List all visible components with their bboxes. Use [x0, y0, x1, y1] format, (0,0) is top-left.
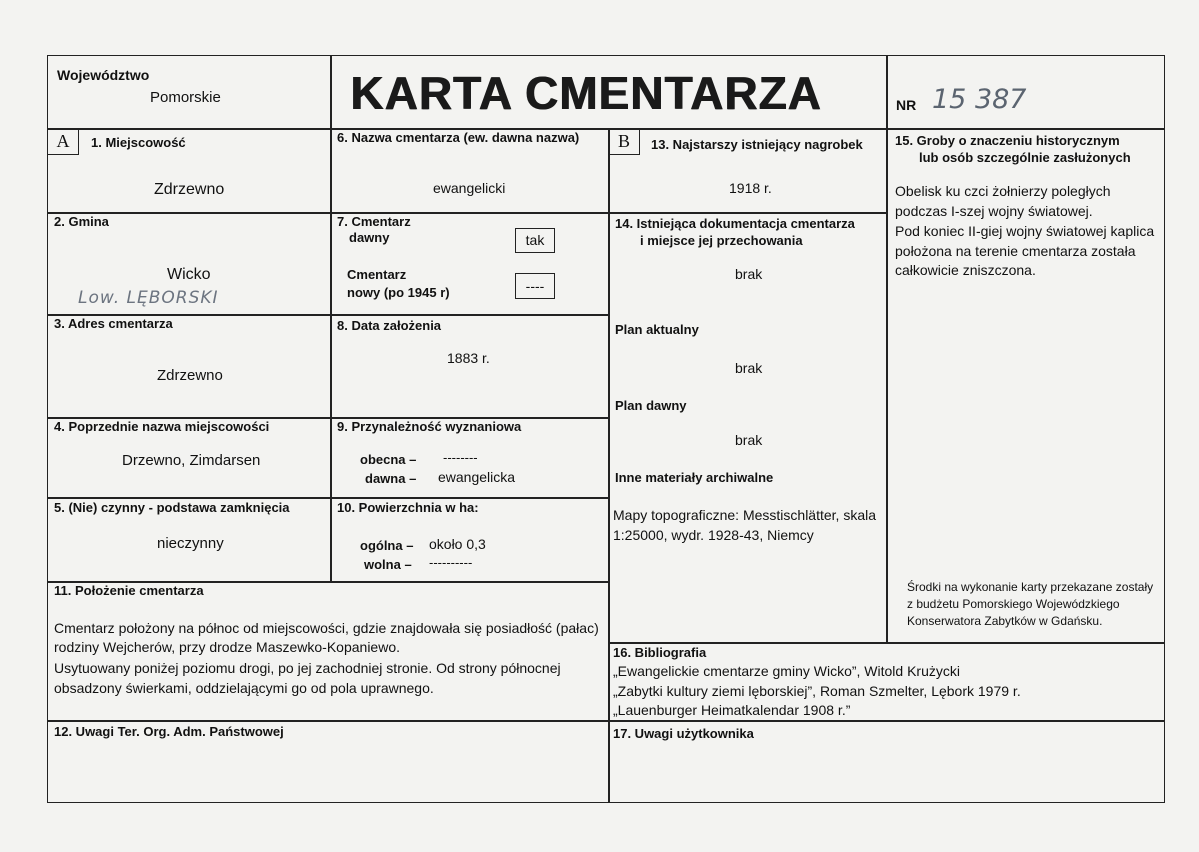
- voivodeship-label: Województwo: [57, 67, 150, 83]
- field-15-label-cont: lub osób szczególnie zasłużonych: [919, 150, 1131, 165]
- dawny-value-box: tak: [515, 228, 555, 253]
- divider: [608, 128, 610, 803]
- obecna-value: --------: [443, 450, 478, 465]
- field-5-value: nieczynny: [157, 535, 224, 552]
- ogolna-value: około 0,3: [429, 536, 486, 552]
- divider: [47, 128, 1165, 130]
- field-4-value: Drzewno, Zimdarsen: [122, 452, 261, 469]
- field-2-value: Wicko: [167, 266, 211, 283]
- field-1-value: Zdrzewno: [154, 181, 225, 198]
- voivodeship-value: Pomorskie: [150, 89, 221, 106]
- field-2-label: 2. Gmina: [54, 214, 109, 229]
- obecna-label: obecna –: [360, 452, 417, 467]
- other-archives-label: Inne materiały archiwalne: [615, 470, 774, 485]
- field-13-label: 13. Najstarszy istniejący nagrobek: [651, 137, 863, 152]
- field-7-dawny-label: dawny: [349, 230, 390, 245]
- ogolna-label: ogólna –: [360, 538, 414, 553]
- plan-dawny-value: brak: [735, 432, 763, 448]
- page-title: KARTA CMENTARZA: [350, 67, 822, 119]
- location-text-line: Cmentarz położony na północ od miejscowości, gdzie znajdowała się posiadłość (pałac): [54, 620, 599, 636]
- divider: [608, 212, 886, 214]
- field-8-value: 1883 r.: [447, 350, 490, 366]
- wolna-value: ----------: [429, 555, 473, 570]
- field-3-value: Zdrzewno: [157, 367, 223, 384]
- dawna-label: dawna –: [365, 471, 417, 486]
- nowy-value-box: ----: [515, 273, 555, 299]
- divider: [47, 720, 1165, 722]
- field-6-label: 6. Nazwa cmentarza (ew. dawna nazwa): [337, 130, 580, 145]
- other-archives-line: Mapy topograficzne: Messtischlätter, skala: [613, 507, 877, 523]
- field-16-label: 16. Bibliografia: [613, 645, 707, 660]
- field-17-label: 17. Uwagi użytkownika: [613, 726, 754, 741]
- funding-note-line: Konserwatora Zabytków w Gdańsku.: [907, 614, 1103, 628]
- field-7-nowy-label: Cmentarz: [347, 267, 407, 282]
- historic-graves-line: całkowicie zniszczona.: [895, 262, 1036, 278]
- field-8-label: 8. Data założenia: [337, 318, 442, 333]
- location-text-line: rodziny Wejcherów, przy drodze Maszewko-Kopaniewo.: [54, 639, 401, 655]
- divider: [47, 212, 608, 214]
- location-text-line: Usytuowany poniżej poziomu drogi, po jej zachodniej stronie. Od strony północnej: [54, 660, 561, 676]
- handwritten-county-note: Low. LĘBORSKI: [78, 288, 219, 308]
- historic-graves-line: Pod koniec II-giej wojny światowej kaplica: [895, 223, 1155, 239]
- historic-graves-line: Obelisk ku czci żołnierzy poległych: [895, 183, 1111, 199]
- location-text-line: obsadzony świerkami, oddzielającymi go od pola uprawnego.: [54, 680, 434, 696]
- funding-note-line: z budżetu Pomorskiego Wojewódzkiego: [907, 597, 1120, 611]
- bibliography-item: „Zabytki kultury ziemi lęborskiej”, Roman Szmelter, Lębork 1979 r.: [613, 683, 1021, 699]
- field-12-label: 12. Uwagi Ter. Org. Adm. Państwowej: [54, 724, 284, 739]
- divider: [330, 55, 332, 582]
- field-11-label: 11. Położenie cmentarza: [54, 583, 204, 598]
- funding-note-line: Środki na wykonanie karty przekazane zostały: [907, 580, 1154, 594]
- historic-graves-line: podczas I-szej wojny światowej.: [895, 203, 1093, 219]
- other-archives-line: 1:25000, wydr. 1928-43, Niemcy: [613, 527, 814, 543]
- field-10-label: 10. Powierzchnia w ha:: [337, 500, 479, 515]
- nr-label: NR: [896, 97, 917, 113]
- field-5-label: 5. (Nie) czynny - podstawa zamknięcia: [54, 500, 290, 515]
- field-3-label: 3. Adres cmentarza: [54, 316, 173, 331]
- wolna-label: wolna –: [364, 557, 412, 572]
- nr-handwritten-value: 15 387: [932, 84, 1027, 115]
- section-letter-a: A: [47, 128, 79, 155]
- field-15-label: 15. Groby o znaczeniu historycznym: [895, 133, 1120, 148]
- divider: [886, 55, 888, 643]
- field-13-value: 1918 r.: [729, 180, 772, 196]
- field-6-value: ewangelicki: [433, 180, 506, 196]
- bibliography-item: „Ewangelickie cmentarze gminy Wicko”, Witold Krużycki: [613, 663, 960, 679]
- field-1-label: 1. Miejscowość: [91, 135, 186, 150]
- plan-aktualny-label: Plan aktualny: [615, 322, 699, 337]
- divider: [608, 642, 1165, 644]
- field-9-label: 9. Przynależność wyznaniowa: [337, 419, 522, 434]
- divider: [47, 497, 608, 499]
- dawna-value: ewangelicka: [438, 469, 516, 485]
- field-14-label: 14. Istniejąca dokumentacja cmentarza: [615, 216, 855, 231]
- plan-aktualny-value: brak: [735, 360, 763, 376]
- bibliography-item: „Lauenburger Heimatkalendar 1908 r.”: [613, 702, 851, 718]
- field-14-label-cont: i miejsce jej przechowania: [640, 233, 803, 248]
- field-7-nowy-sublabel: nowy (po 1945 r): [347, 285, 450, 300]
- field-14-value: brak: [735, 266, 763, 282]
- historic-graves-line: położona na terenie cmentarza została: [895, 243, 1136, 259]
- field-7-label: 7. Cmentarz: [337, 214, 411, 229]
- section-letter-b: B: [608, 128, 640, 155]
- field-4-label: 4. Poprzednie nazwa miejscowości: [54, 419, 270, 434]
- plan-dawny-label: Plan dawny: [615, 398, 687, 413]
